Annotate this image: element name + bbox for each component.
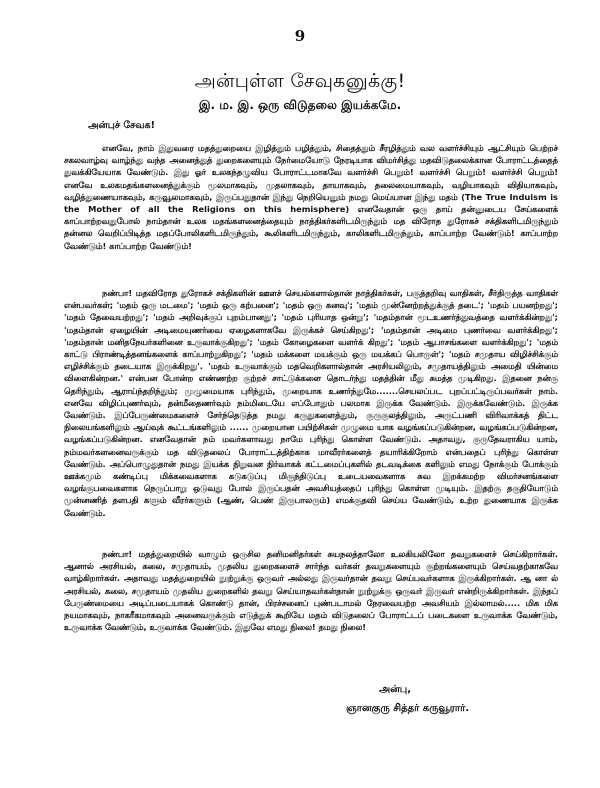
page-title: அன்புள்ள சேவுகனுக்கு! [194, 70, 406, 92]
body-paragraph: எனவே, நாம் இதுவரை மதத்துறையை இழித்தும் பழித்தும், சிதைத்தும் சீரழித்தும் வல வளர்ச்சியும் ஆட்சியும் பெற்றச் சகலவாழ்வு வாழ்ந்து வந்த அனைத்துத் துறைகளையும் நேர்மையோடு நேரடியாக விமர்சித்து மதவிடுதலைக்கான போராட்டத்தைத் துவக்கியேயாக வேண்டும். இது ஓர் உலகந்தழுவிய போராட்டமாகவே வளர்ச்சி பெறும்! வளர்ச்சி பெறும்! வளர்ச்சி பெறும்! எனவே உலகமதங்களனைத்துக்கும் மூலமாகவும், முதலாகவும், தாயாகவும், தலைமையாகவும், வழியாகவும் விதியாகவும், வழித்துணையாகவும், கருவூலமாகவும், இருப்பதுதான் இந்து நெறியெனும் நமது மெய்யான இந்து மதம் (The True Induism is the Mother of all the Religions on this hemisphere) எனவேதான் ஒரு தாய் தன்னுடைய சேய்களைக் காப்பாற்றவதுபோல் நாம்தான் உலக மதங்களனைத்தையும் நாத்திகர்களிடமிருந்தும் மத விரோத துரோகச் சக்திகளிடமிருந்தும் தன்னல வெறிப்பிடித்த மதப்போலிகளிடமிருந்தும், கூலிகளிடமிருந்தும், காலிகளிடமிருந்தும், காப்பாற்ற வேண்டும்! காப்பாற்ற வேண்டும்! காப்பாற்ற வேண்டும்! [64, 143, 558, 251]
salutation: அன்புச் சேவக! [88, 120, 155, 131]
signature: ஞானகுரு சித்தர் கருவூரார். [346, 703, 470, 714]
body-paragraph: நண்பா! மதவிரோத துரோகச் சக்திகளின் ஊளச் செயல்களால்தான் நாத்திகர்கள், பகுத்தறிவு வாதிகள், சீர்திருத்த வாதிகள் என்பவர்கள்; 'மதம் ஒரு மடமை'; 'மதம் ஒரு கற்பனை'; 'மதம் ஒரு கனவு'; 'மதம் முன்னேற்றத்துக்குத் தடை'; 'மதம் பயனற்றது'; 'மதம் தேவையற்றது'; 'மதம் அறிவுக்குப் புறம்பானது'; 'மதம் புரியாத ஒன்று'; 'மதம்தான் மூடஉணர்த்துவத்தை வளர்க்கின்றது'; 'மதம்தான் ஏழையின் அடிமையுணர்வை ஏழைகளாகவே இருக்கச் செய்கிறது'; 'மதம்தான் அடிமை புணர்வை வளர்க்கிறது'; 'மதம்தான் மனிதநேயர்களினை உருவாக்குகிறது'; 'மதம் கோழைகளை வளர்க் கிறது'; 'மதம் ஆபாசங்களை வளர்க்கிறது'; 'மதம் காட்டு பிராண்டித்தனங்களைக் காப்பாற்றுகிறது'; 'மதம் மக்களை மயக்கும் ஒரு மயக்கப் பொருள்'; 'மதம் சமுதாய விழிச்சிக்கும் எழிச்சிக்கும் தடையாக இருக்கிறது'. 'மதம் உருவாக்கும் மதவெறிகளால்தான் அரசியலிலும், சமுதாயத்திலும் அமைதி யின்மை விளைகின்றன.' என்பன போன்ற எண்ணற்ற குற்றச் சாட்டுக்களை தொடர்ந்து மதத்தின் மீது சுமத்த முடிகிறது. இதனை நன்கு தெரிந்தும், ஆராய்ந்தறிந்தும்; முழுமையாக புரிந்தும், முறையாக உணர்ந்துமே.......செயலப்பட புறப்பட்டிருப்பவர்கள் நாம். எனவே விழிப்புணர்வும், தன்மீதைணர்வும் நம்மிடையே எப்போதும் பலமாக இருக்க வேண்டும். இருக்கவேண்டும். இருக்க வேண்டும். இப்பேருண்மைகளைச் சேர்ந்தெடுத்த நமது கருதுகளைத்தும், குருகுலத்திலும், அருட்பணி விரிவாக்கத் திட்ட நிலையங்களிலும் ஆய்வுக் கூட்டங்களிலும் ...... முறையான பயிற்சிகள் முழுமை யாக வழங்கப்படுகின்றன, வழங்கப்படுகின்றன, வழங்கப்படுகின்றன. எனவேதான் நம் மவர்களாவது நாமே புரிந்து கொள்ள வேண்டும். அதாவது, குருதேவராகிய யாம், நம்மவர்களனைவருக்கும் மத விடுதலைப் போராட்டத்திற்காக மாவீரர்களைத் தயாரிக்கிறோம் என்பதைப் புரிந்து கொள்ள வேண்டும். அப்பொழுதுதான் நமது இயக்க நிறுவன நிர்வாகக் கட்டமைப்புகளில் தடவடிக்கை களிலும் எமது நோக்கும் போக்கும் ஊக்கமும் கண்டிப்பு மிக்கவைகளாக கடுகடுப்பு மிகுந்திடுப்பு உடையவைகளாக சுவ இறக்கமற்ற விமர்சனங்களை வழங்குபவைகளாக நெருப்பாறு ஒடுவது போல் இருப்பதன் அவசியத்தைப் புரிந்து கொள்ள முடியும். இதற்கு தகுதியோடும் முன்னணித் தளபதி களும் வீரர்களும் (ஆண், பெண் இருபாலரும்) எமக்குதவி செய்ய வேண்டும், உற்ற துணையாக இருக்க வேண்டும். [64, 288, 558, 518]
valediction: அன்பு, [379, 684, 412, 695]
page-number: 9 [294, 27, 306, 45]
body-paragraph: நண்பா! மதத்துறையில் வாழும் ஒருசில தனிமனிதர்கள் சுயநலத்தாலோ உலகியலிலோ தவறுகளைச் செய்கிறார்கள். ஆனால் அரசியல், கலை, சமுதாயம், முதலிய துறைகளைச் சார்ந்த வர்கள் தவறுகளையும் குற்றங்களையும் செய்வதற்காகவே வாழ்கிறார்கள். அதாவது மதத்துறையில் நூற்றுக்கு ஒருவர் அல்லது இருவர்தான் தவறு செய்பவர்களாக இருக்கிறார்கள். ஆ னா ல் அரசியல், கலை, சமுதாயம் முதலிய துறைகளில் தவறு செய்யாதவர்கள்தான் நூற்றுக்கு ஒருவர் இருவர் என்றிருக்கிறார்கள். இந்தப் பேருண்மையை அடிப்படையாகக் கொண்டு தான், பிரச்சனைப் புண்படாமல் நேரவையற்ற அவசியம் இல்லாமல்..... மிக மிக நயமாகவும், நாகரீகமாகவும் அனைவருக்கும் எடுத்துக் கூறியே மதம் விடுதலைப் போராட்டப் படைகளை உருவாக்க வேண்டும், உருவாக்க வேண்டும், உருவாக்க வேண்டும். இதுவே எமது நிலை! தமது நிலை! [64, 549, 558, 633]
page-subtitle: இ. ம. இ. ஒரு விடுதலை இயக்கமே. [198, 98, 402, 112]
